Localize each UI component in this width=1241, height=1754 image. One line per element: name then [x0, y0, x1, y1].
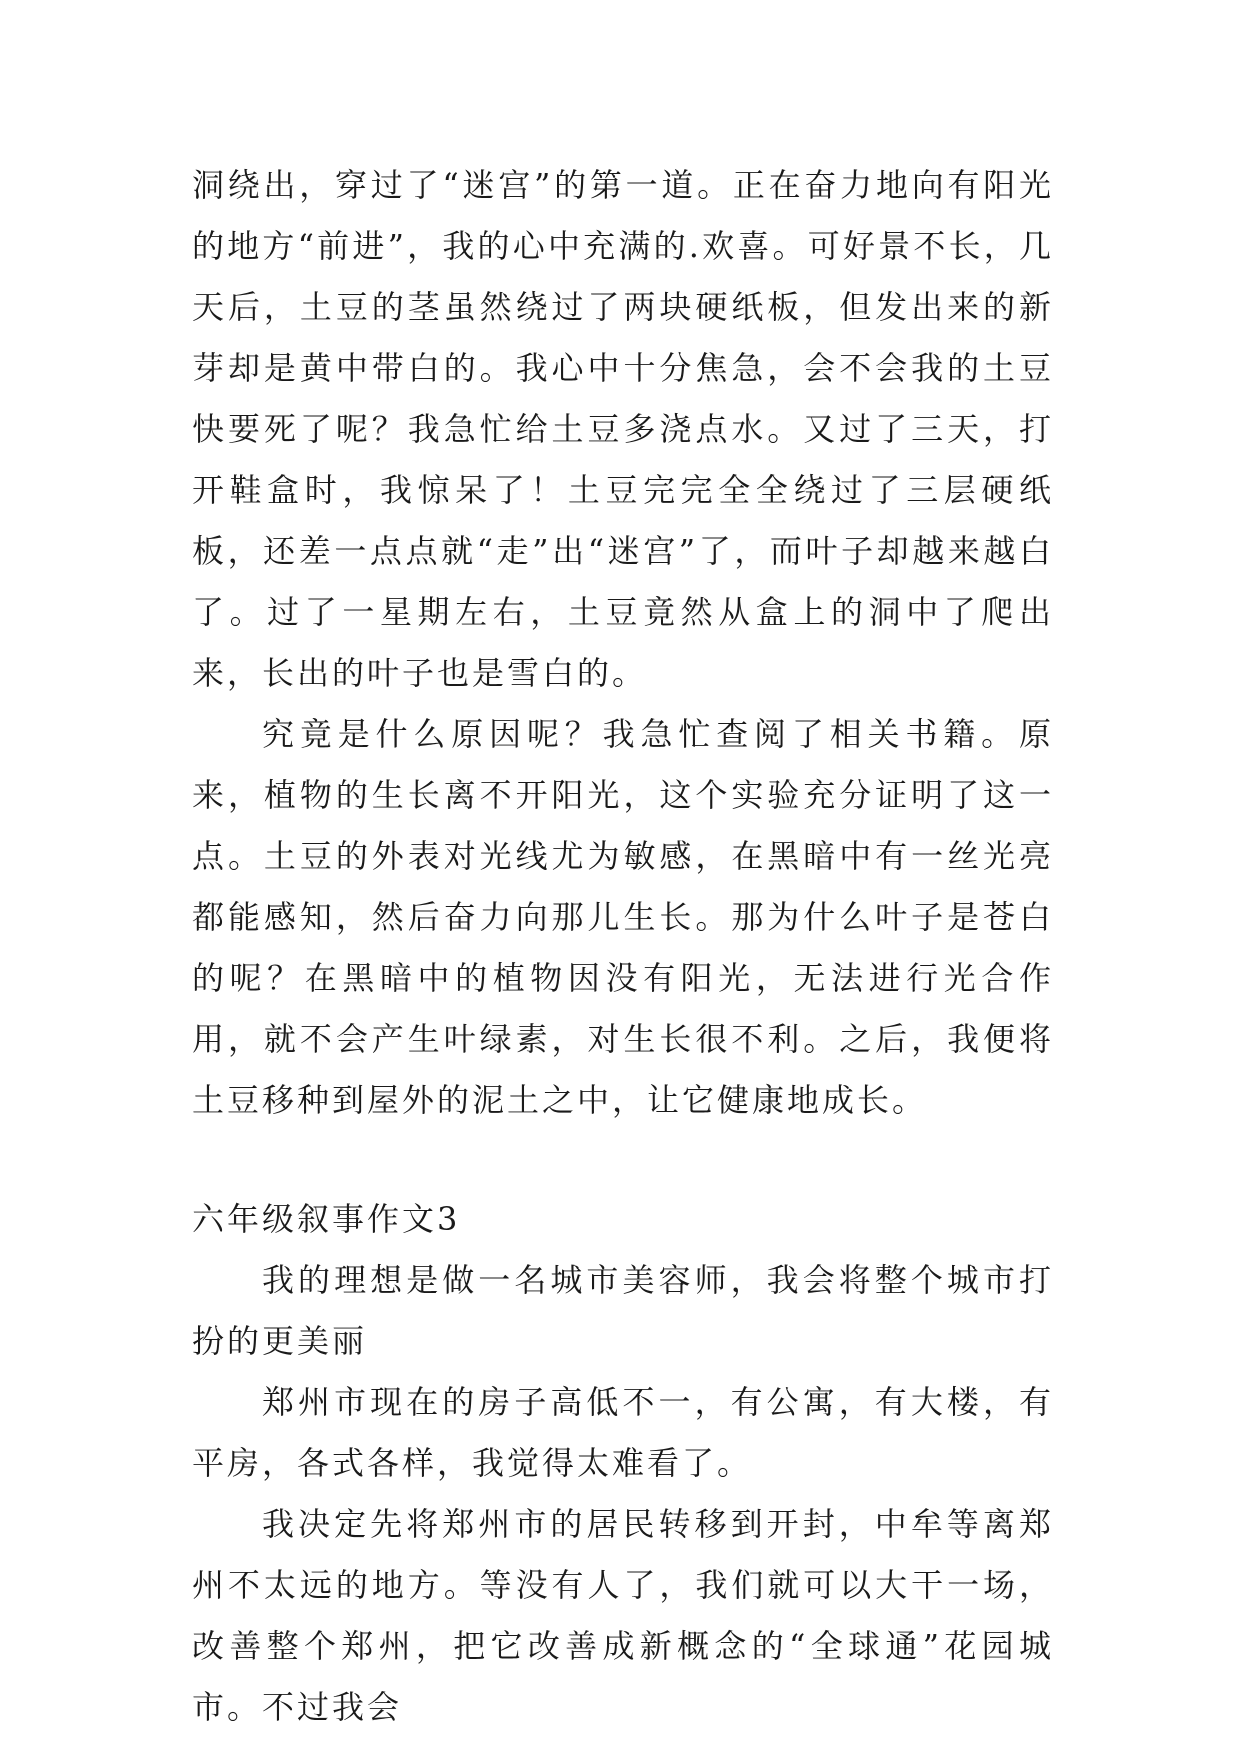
paragraph-plan: 我决定先将郑州市的居民转移到开封，中牟等离郑州不太远的地方。等没有人了，我们就可以大干一场，改善整个郑州，把它改善成新概念的“全球通”花园城市。不过我会 [192, 1505, 1054, 1726]
paragraph-explanation: 究竟是什么原因呢？我急忙查阅了相关书籍。原来，植物的生长离不开阳光，这个实验充分证明了这一点。土豆的外表对光线尤为敏感，在黑暗中有一丝光亮都能感知，然后奋力向那儿生长。那为什么叶子是苍白的呢？在黑暗中的植物因没有阳光，无法进行光合作用，就不会产生叶绿素，对生长很不利。之后，我便将土豆移种到屋外的泥土之中，让它健康地成长。 [192, 715, 1054, 1119]
section-title: 六年级叙事作文3 [192, 1200, 461, 1238]
paragraph-continuation: 洞绕出，穿过了“迷宫”的第一道。正在奋力地向有阳光的地方“前进”，我的心中充满的.欢喜。可好景不长，几天后，土豆的茎虽然绕过了两块硬纸板，但发出来的新芽却是黄中带白的。我心中十分焦急，会不会我的土豆快要死了呢？我急忙给土豆多浇点水。又过了三天，打开鞋盒时，我惊呆了！土豆完完全全绕过了三层硬纸板，还差一点点就“走”出“迷宫”了，而叶子却越来越白了。过了一星期左右，土豆竟然从盒上的洞中了爬出来，长出的叶子也是雪白的。 [192, 166, 1054, 692]
paragraph-ideal: 我的理想是做一名城市美容师，我会将整个城市打扮的更美丽 [192, 1261, 1054, 1360]
document-body [192, 155, 1054, 1738]
paragraph-houses: 郑州市现在的房子高低不一，有公寓，有大楼，有平房，各式各样，我觉得太难看了。 [192, 1383, 1054, 1482]
